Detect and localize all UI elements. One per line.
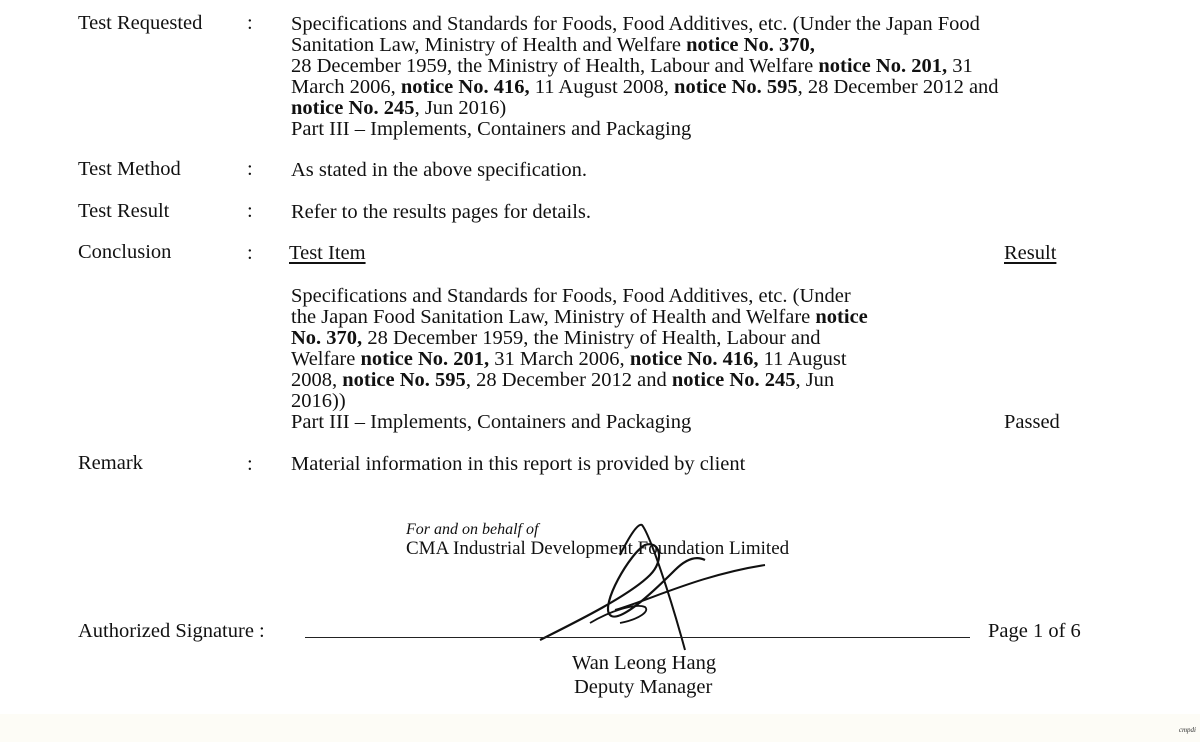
test-requested-label: Test Requested xyxy=(78,12,203,34)
signer-title: Deputy Manager xyxy=(574,676,713,698)
corner-watermark: cmpdi xyxy=(1178,726,1196,734)
test-requested-colon: : xyxy=(247,12,253,34)
tr-line-6: Part III – Implements, Containers and Packaging xyxy=(291,118,692,140)
ci-line-2: the Japan Food Sanitation Law, Ministry of Health and Welfare notice xyxy=(291,306,868,328)
remark-value: Material information in this report is provided by client xyxy=(291,453,746,475)
remark-colon: : xyxy=(247,453,253,475)
ci-line-7: Part III – Implements, Containers and Packaging xyxy=(291,411,692,433)
ci-line-5: 2008, notice No. 595, 28 December 2012 and notice No. 245, Jun xyxy=(291,369,835,391)
ci-line-6: 2016)) xyxy=(291,390,346,412)
test-result-value: Refer to the results pages for details. xyxy=(291,201,592,223)
signature-line xyxy=(305,637,970,638)
remark-label: Remark xyxy=(78,452,143,474)
tr-line-3: 28 December 1959, the Ministry of Health, Labour and Welfare notice No. 201, 31 xyxy=(291,55,973,77)
signature-mark xyxy=(520,515,780,655)
tr-line-2: Sanitation Law, Ministry of Health and Welfare notice No. 370, xyxy=(291,34,815,56)
test-method-label: Test Method xyxy=(78,158,181,180)
ci-line-1: Specifications and Standards for Foods, Food Additives, etc. (Under xyxy=(291,285,851,307)
conclusion-colon: : xyxy=(247,242,253,264)
conclusion-test-item xyxy=(291,286,868,433)
conclusion-label: Conclusion xyxy=(78,241,172,263)
test-requested-value xyxy=(291,14,999,140)
company-name: CMA Industrial Development Foundation Limited xyxy=(406,538,790,559)
ci-line-3: No. 370, 28 December 1959, the Ministry of Health, Labour and xyxy=(291,327,821,349)
ci-line-4: Welfare notice No. 201, 31 March 2006, notice No. 416, 11 August xyxy=(291,348,847,370)
test-method-colon: : xyxy=(247,158,253,180)
signer-name: Wan Leong Hang xyxy=(572,652,717,674)
test-item-header: Test Item xyxy=(289,242,366,264)
on-behalf-text: For and on behalf of xyxy=(406,521,539,538)
test-result-colon: : xyxy=(247,200,253,222)
authorized-signature-label: Authorized Signature : xyxy=(78,620,265,642)
test-method-value: As stated in the above specification. xyxy=(291,159,588,181)
tr-line-1: Specifications and Standards for Foods, Food Additives, etc. (Under the Japan Food xyxy=(291,13,980,35)
result-header: Result xyxy=(1004,242,1057,264)
tr-line-4: March 2006, notice No. 416, 11 August 2008, notice No. 595, 28 December 2012 and xyxy=(291,76,999,98)
bottom-band xyxy=(0,714,1200,742)
test-result-label: Test Result xyxy=(78,200,170,222)
page-number: Page 1 of 6 xyxy=(988,620,1081,642)
result-value: Passed xyxy=(1004,411,1060,433)
tr-line-5: notice No. 245, Jun 2016) xyxy=(291,97,507,119)
